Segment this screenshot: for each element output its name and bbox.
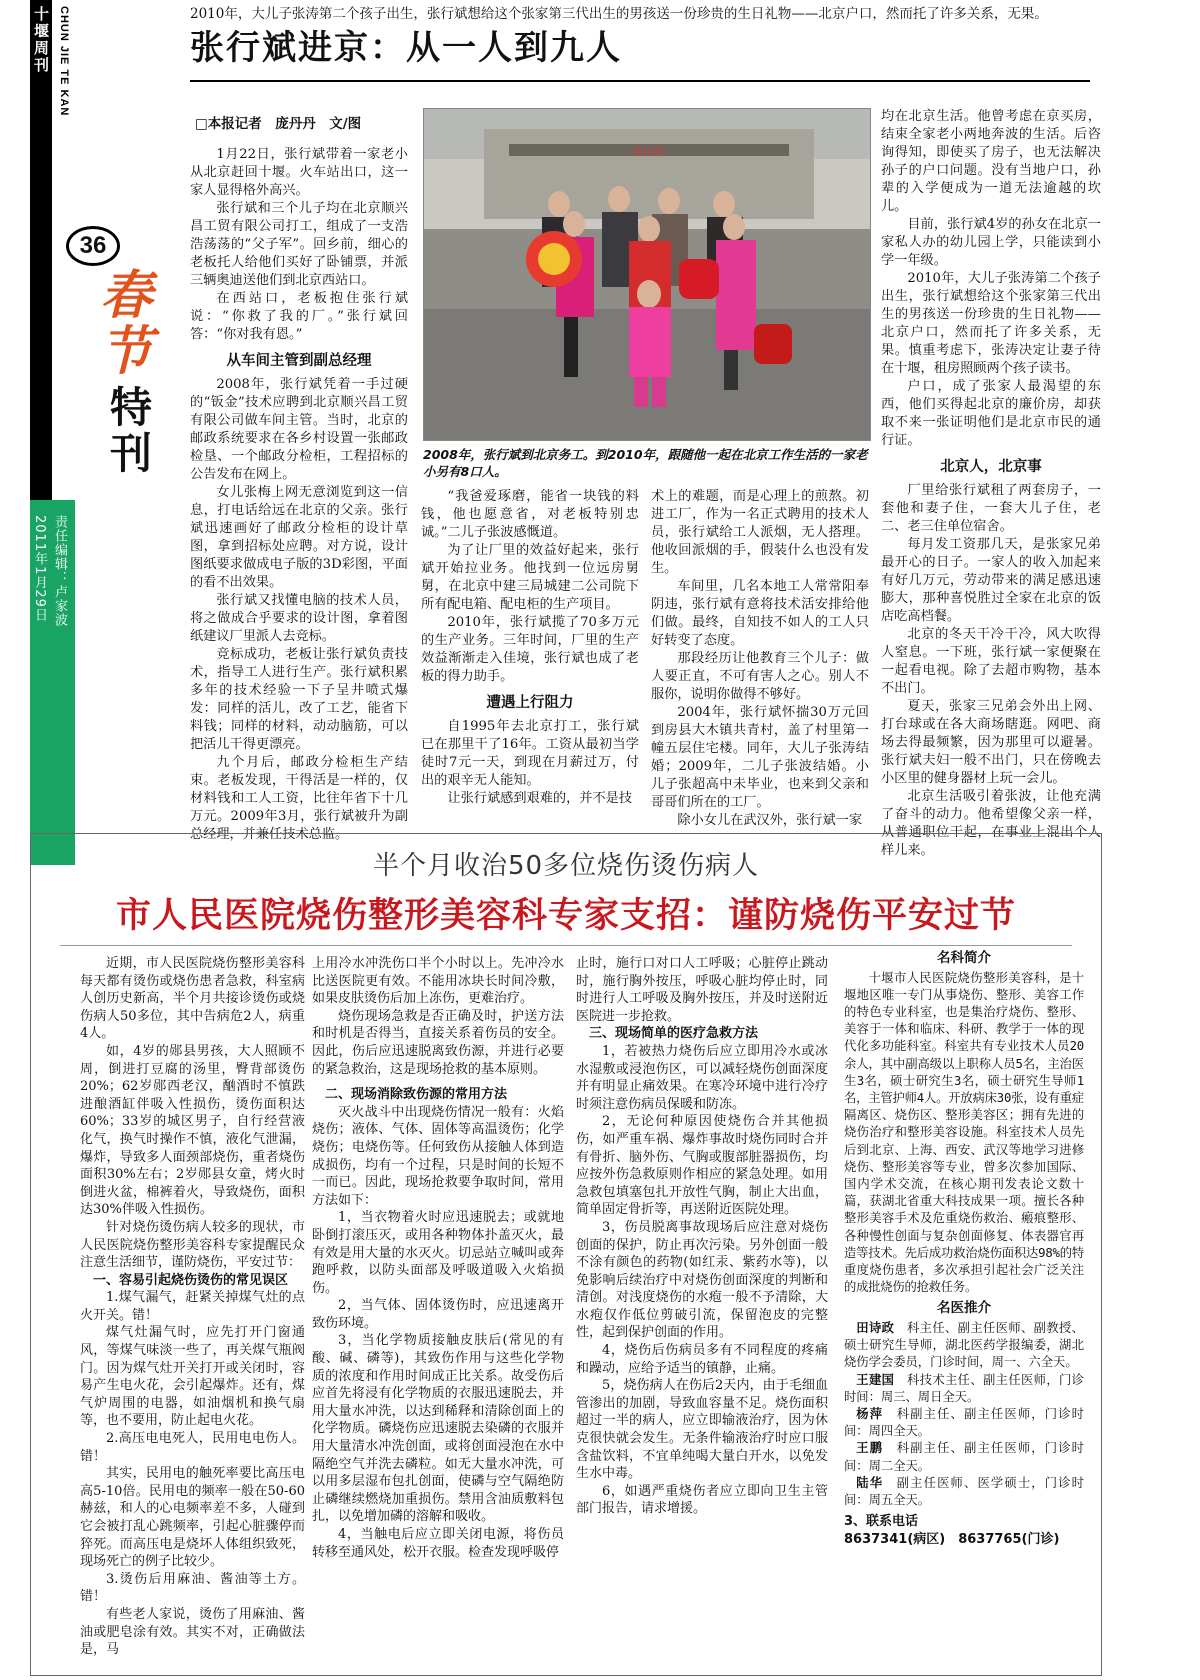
paragraph: 2010年，张行斌揽了70多万元的生产业务。三年时间，厂里的生产效益渐渐走入佳境，张行斌也成了老板的得力助手。: [421, 615, 639, 684]
publication-pinyin: CHUN JIE TE KAN: [58, 6, 70, 117]
article-column-3: [651, 488, 869, 830]
section-title-spring: 春节: [100, 265, 153, 382]
paragraph: 灭火战斗中出现烧伤情况一般有：火焰烧伤；液体、气体、固体等高温烫伤；化学烧伤；电烧伤等。任何致伤从接触人体到造成损伤，均有一个过程，只是时间的长短不一而已。因此，现场抢救要争取时间，常用方法如下：: [312, 1104, 564, 1208]
department-intro: 十堰市人民医院烧伤整形美容科，是十堰地区唯一专门从事烧伤、整形、美容工作的特色专业科室，也是集治疗烧伤、整形、美容于一体和临床、科研、教学于一体的现代化多功能科室。科室共有专业技术人员20余人，其中副高级以上职称人员5名，主治医生3名，硕士研究生3名，硕士研究生导师1名，主管护师4人。开放病床30张，设有重症隔离区、烧伤区、整形美容区；拥有先进的烧伤治疗和整形美容设施。科室技术人员先后到北京、上海、西安、武汉等地学习进修烧伤、整形美容等专业，曾多次参加国际、国内学术交流，在核心期刊发表论文数十篇，获湖北省重大科技成果一项。擅长各种整形美容手术及危重烧伤救治、瘢痕整形、各种慢性创面与复杂创面修复、体表器官再造等技术。先后成功救治烧伤面积达98%的特重度烧伤患者，多次承担引起社会广泛关注的成批烧伤的抢救任务。: [844, 970, 1084, 1295]
masthead-black-bar: [30, 0, 52, 500]
paragraph: 张行斌和三个儿子均在北京顺兴昌工贸有限公司打工，组成了一支浩浩荡荡的“父子军”。回乡前，细心的老板托人给他们买好了卧铺票，并派三辆奥迪送他们到北京西站口。: [190, 201, 408, 288]
expert-description: 科主任、副主任医师、副教授、硕士研究生导师，湖北医药学报编委，湖北烧伤学会委员，门诊时间，周一、六全天。: [844, 1321, 1084, 1370]
article2-column-3: [576, 955, 828, 1518]
section-title-special: 特刊: [110, 383, 153, 478]
article2-column-1: [80, 955, 305, 1659]
contact-title: 3、联系电话: [844, 1514, 919, 1530]
paragraph: 车间里，几名本地工人常常阳奉阴违，张行斌有意将技术活安排给他们做。最终，自知技不如人的工人只好转变了态度。: [651, 579, 869, 648]
department-card: [844, 950, 1084, 1548]
article-deck: 2010年，大儿子张涛第二个孩子出生，张行斌想给这个张家第三代出生的男孩送一份珍贵的生日礼物——北京户口，然而托了许多关系，无果。: [190, 6, 1048, 22]
paragraph: 针对烧伤烫伤病人较多的现状，市人民医院烧伤整形美容科专家提醒民众注意生活细节，谨防烧伤，平安过节：: [80, 1219, 305, 1271]
issue-date: 2011年1月29日: [32, 515, 47, 622]
paragraph: 3，当化学物质接触皮肤后(常见的有酸、碱、磷等)，其致伤作用与这些化学物质的浓度和作用时间成正比关系。故受伤后应首先将浸有化学物质的衣服迅速脱去，并用大量水冲洗，以达到稀释和清除创面上的化学物质。磷烧伤应迅速脱去染磷的衣服并用大量清水冲洗创面，或将创面浸泡在水中隔绝空气并洗去磷粒。如无大量水冲洗，可以用多层湿布包扎创面，使磷与空气隔绝防止磷继续燃烧加重损伤。禁用含油质敷料包扎，以免增加磷的溶解和吸收。: [312, 1333, 564, 1525]
expert-entry: [844, 1475, 1084, 1509]
editor-credit: 责任编辑：卢家波: [52, 515, 67, 627]
paragraph: 北京生活吸引着张波，让他充满了奋斗的动力。他希望像父亲一样，从普通职位干起，在事业上混出个人样儿来。: [881, 789, 1101, 858]
subheading: 遭遇上行阻力: [486, 695, 574, 711]
page-number: 36: [66, 226, 120, 266]
expert-description: 科副主任、副主任医师，门诊时间：周二全天。: [844, 1441, 1084, 1473]
paragraph: 2.高压电电死人，民用电电伤人。错！: [80, 1431, 305, 1464]
article-column-1: [190, 146, 408, 844]
expert-name: 杨萍: [856, 1407, 884, 1422]
family-photo-image: [424, 109, 871, 441]
article2-rule: [60, 945, 1072, 946]
paragraph: 自1995年去北京打工，张行斌已在那里干了16年。工资从最初当学徒时7元一天，到现在月薪过万，付出的艰辛无人能知。: [421, 719, 639, 788]
paragraph: 目前，张行斌4岁的孙女在北京一家私人办的幼儿园上学，只能读到小学一年级。: [881, 217, 1101, 268]
article-headline: 张行斌进京：从一人到九人: [190, 28, 622, 68]
paragraph: “我爸爱琢磨，能省一块钱的料钱，他也愿意省，对老板特别忠诚。”二儿子张波感慨道。: [421, 489, 639, 540]
expert-entry: [844, 1440, 1084, 1474]
paragraph: 煤气灶漏气时，应先打开门窗通风，等煤气味淡一些了，再关煤气瓶阀门。因为煤气灶开关打开或关闭时，容易产生电火花，会引起爆炸。还有，煤气炉周围的电器，如油烟机和换气扇等，也不要用，防止起电火花。: [80, 1325, 305, 1429]
paragraph: 让张行斌感到艰难的，并不是技: [447, 791, 633, 806]
station-sign: 站出京: [632, 145, 666, 158]
paragraph: 每月发工资那几天，是张家兄弟最开心的日子。一家人的收入加起来有好几万元，劳动带来的满足感迅速膨大，那种喜悦胜过全家在北京的饭店吃高档餐。: [881, 537, 1101, 624]
paragraph: 烧伤现场急救是否正确及时，护送方法和时机是否得当，直接关系着伤员的安全。因此，伤后应迅速脱离致伤源，并进行必要的紧急救治，这是现场抢救的基本原则。: [312, 1008, 564, 1077]
paragraph: 九个月后，邮政分检柜生产结束。老板发现，干得活是一样的，仅材料钱和工人工资，比往年省下十几万元。2009年3月，张行斌被升为副总经理，并兼任技术总监。: [190, 755, 408, 842]
card-title: 名科简介: [937, 950, 991, 966]
paragraph: 其实，民用电的触死率要比高压电高5-10倍。民用电的频率一般在50-60赫兹，和人的心电频率差不多，人碰到它会被打乱心跳频率，引起心脏骤停而猝死。而高压电是烧坏人体组织致死，现场死亡的例子比较少。: [80, 1466, 305, 1570]
subheading: 二、现场消除致伤源的常用方法: [325, 1087, 508, 1103]
publication-name: 十堰周刊: [33, 5, 49, 74]
paragraph: 1.煤气漏气，赶紧关掉煤气灶的点火开关。错！: [80, 1290, 305, 1323]
expert-name: 陆华: [856, 1475, 884, 1490]
paragraph: 4，烧伤后伤病员多有不同程度的疼痛和躁动，应给予适当的镇静，止痛。: [576, 1343, 828, 1376]
paragraph: 在西站口，老板抱住张行斌说：“你救了我的厂。”张行斌回答：“你对我有恩。”: [190, 291, 408, 342]
paragraph: 那段经历让他教育三个儿子：做人要正直，不可有害人之心。别人不服你，说明你做得不够好。: [651, 651, 869, 702]
paragraph: 厂里给张行斌租了两套房子，一套他和妻子住，一套大儿子住，老二、老三住单位宿舍。: [881, 483, 1101, 534]
paragraph: 2，当气体、固体烫伤时，应迅速离开致伤环境。: [312, 1298, 564, 1331]
paragraph: 3.烫伤后用麻油、酱油等土方。错！: [80, 1571, 305, 1605]
expert-entry: [844, 1372, 1084, 1406]
expert-description: 科技术主任、副主任医师，门诊时间：周三、周日全天。: [844, 1372, 1084, 1404]
byline: □本报记者 庞丹丹 文/图: [195, 116, 362, 132]
paragraph: 除小女儿在武汉外，张行斌一家: [677, 813, 863, 828]
paragraph: 夏天，张家三兄弟会外出上网、打台球或在各大商场瞎逛。网吧、商场去得最频繁，因为那里可以避暑。张行斌夫妇一般不出门，只在傍晚去小区里的健身器材上玩一会儿。: [881, 699, 1101, 786]
paragraph: 1，当衣物着火时应迅速脱去；或就地卧倒打滚压灭，或用各种物体扑盖灭火，最有效是用大量的水灭火。切忌站立喊叫或奔跑呼救，以防头面部及呼吸道吸入火焰损伤。: [312, 1210, 564, 1296]
family-photo: [423, 108, 871, 441]
paragraph: 5，烧伤病人在伤后2天内，由于毛细血管渗出的加剧，导致血容量不足。烧伤面积超过一半的病人，应立即输液治疗，因为休克很快就会发生。无条件输液治疗时应口服含盐饮料，不宜单纯喝大量白开水，以免发生水中毒。: [576, 1378, 828, 1482]
experts-list: [844, 1320, 1084, 1509]
experts-title: 名医推介: [937, 1300, 991, 1317]
paragraph: 如，4岁的郧县男孩，大人照顾不周，倒进打豆腐的汤里，臀背部烫伤20%；62岁郧西老汉，酗酒时不慎跌进酿酒缸伴吸入性损伤，烫伤面积达60%；33岁的城区男子，自行经营液化气，换气时操作不慎，液化气泄漏，爆炸，导致多人面颈部烧伤，重者烧伤面积30%左右；2岁郧县女童，烤火时倒进火盆，棉裤着火，导致烧伤，面积达30%伴吸入性损伤。: [80, 1043, 305, 1218]
paragraph: 2010年，大儿子张涛第二个孩子出生，张行斌想给这个张家第三代出生的男孩送一份珍贵的生日礼物——北京户口，然而托了许多关系，无果。慎重考虑下，张涛决定让妻子待在十堰，租房照顾两个孩子读书。: [881, 271, 1101, 376]
article2-kicker: 半个月收治50多位烧伤烫伤病人: [372, 851, 760, 881]
photo-caption: 2008年，张行斌到北京务工。到2010年，跟随他一起在北京工作生活的一家老小另有8口人。: [423, 447, 868, 479]
paragraph: 2004年，张行斌怀揣30万元回到房县大木镇共青村，盖了村里第一幢五层住宅楼。同年，大儿子张涛结婚；2009年，二儿子张波结婚。小儿子张超高中未毕业，也来到父亲和哥哥们所在的工厂。: [651, 705, 869, 810]
paragraph: 上用冷水冲洗伤口半个小时以上。先冲冷水比送医院更有效。不能用冰块长时间冷敷，如果皮肤烫伤后加上冻伤，更难治疗。: [312, 956, 564, 1007]
subheading: 北京人，北京事: [940, 459, 1042, 475]
expert-name: 田诗政: [856, 1321, 895, 1336]
article2-headline: 市人民医院烧伤整形美容科专家支招：谨防烧伤平安过节: [115, 896, 1016, 936]
paragraph: 1月22日，张行斌带着一家老小从北京赶回十堰。火车站出口，这一家人显得格外高兴。: [190, 147, 408, 198]
paragraph: 4，当触电后应立即关闭电源，将伤员转移至通风处，松开衣服。检查发现呼吸停: [312, 1527, 564, 1560]
expert-entry: [844, 1320, 1084, 1372]
paragraph: 有些老人家说，烫伤了用麻油、酱油或肥皂涂有效。其实不对，正确做法是，马: [80, 1606, 305, 1658]
paragraph: 6，如遇严重烧伤者应立即向卫生主管部门报告，请求增援。: [576, 1483, 828, 1517]
paragraph: 户口，成了张家人最渴望的东西，他们买得起北京的廉价房，却获取不来一张证明他们是北京市民的通行证。: [881, 379, 1101, 448]
paragraph: 北京的冬天干冷干冷，风大吹得人窒息。一下班，张行斌一家便聚在一起看电视。除了去超市购物，基本不出门。: [881, 627, 1101, 696]
article-column-4: [881, 108, 1101, 860]
paragraph: 近期，市人民医院烧伤整形美容科每天都有烫伤或烧伤患者急救，科室病人创历史新高，半个月共接诊烫伤或烧伤病人50多位，其中告病危2人，病重4人。: [80, 956, 305, 1042]
subheading: 从车间主管到副总经理: [226, 353, 372, 369]
article-column-2: [421, 488, 639, 808]
expert-description: 科副主任、副主任医师，门诊时间：周四全天。: [844, 1407, 1084, 1439]
expert-name: 王建国: [856, 1372, 895, 1387]
subheading: 三、现场简单的医疗急救方法: [589, 1026, 759, 1042]
paragraph: 术上的难题，而是心理上的煎熬。初进工厂，作为一名正式聘用的技术人员，张行斌给工人派烟，无人搭理。他收回派烟的手，假装什么也没有发生。: [651, 489, 869, 576]
paragraph: 止时，施行口对口人工呼吸；心脏停止跳动时，施行胸外按压，呼吸心脏均停止时，同时进行人工呼吸及胸外按压，并及时送附近医院进一步抢救。: [576, 956, 828, 1024]
paragraph: 2008年，张行斌凭着一手过硬的“钣金”技术应聘到北京顺兴昌工贸有限公司做车间主管。当时，北京的邮政系统要求在各乡村设置一张邮政检垦、一个邮政分检柜，工程招标的公告发布在网上。: [190, 377, 408, 482]
contact-phones: 8637341(病区) 8637765(门诊): [844, 1531, 1060, 1547]
paragraph: 为了让厂里的效益好起来，张行斌开始拉业务。他找到一位远房舅舅，在北京中建三局城建二公司院下所有配电箱、配电柜的生产项目。: [421, 543, 639, 612]
paragraph: 张行斌又找懂电脑的技术人员，将之做成合乎要求的设计图，拿着图纸建议厂里派人去竞标。: [190, 593, 408, 644]
paragraph: 竞标成功，老板让张行斌负责技术，指导工人进行生产。张行斌积累多年的技术经验一下子呈井喷式爆发：同样的活儿，改了工艺，能省下料钱；同样的材料，动动脑筋，可以把活儿干得更漂亮。: [190, 647, 408, 752]
subheading: 一、容易引起烧伤烫伤的常见误区: [93, 1272, 289, 1288]
expert-entry: [844, 1406, 1084, 1440]
paragraph: 女儿张梅上网无意浏览到这一信息，打电话给远在北京的父亲。张行斌迅速画好了邮政分检柜的设计草图，拿到招标处应聘。对方说，设计图纸要求做成电子版的3D彩图，平面的看不出效果。: [190, 485, 408, 590]
expert-name: 王鹏: [856, 1441, 884, 1456]
headline-rule: [190, 80, 1090, 82]
expert-description: 副主任医师、医学硕士，门诊时间：周五全天。: [844, 1475, 1084, 1508]
paragraph: 1，若被热力烧伤后应立即用冷水或冰水湿敷或浸泡伤区，可以减轻烧伤创面深度并有明显止痛效果。在寒冷环境中进行冷疗时须注意伤病员保暖和防冻。: [576, 1043, 828, 1112]
article2-column-2: [312, 955, 564, 1561]
paragraph: 3，伤员脱离事故现场后应注意对烧伤创面的保护，防止再次污染。另外创面一般不涂有颜色的药物(如红汞、紫药水等)，以免影响后续治疗中对烧伤创面深度的判断和清创。对浅度烧伤的水疱一般不予清除，大水疱仅作低位剪破引流，保留泡皮的完整性，起到保护创面的作用。: [576, 1219, 828, 1341]
paragraph: 均在北京生活。他曾考虑在京买房，结束全家老小两地奔波的生活。后咨询得知，即使买了房子，也无法解决孙子的户口问题。没有当地户口，孙辈的入学便成为一道无法逾越的坎儿。: [881, 109, 1101, 214]
paragraph: 2，无论何种原因使烧伤合并其他损伤，如严重车祸、爆炸事故时烧伤同时合并有骨折、脑外伤、气胸或腹部脏器损伤，均应按外伤急救原则作相应的紧急处理。如用急救包填塞包扎开放性气胸，制止大出血，简单固定骨折等，再送附近医院处理。: [576, 1114, 828, 1218]
